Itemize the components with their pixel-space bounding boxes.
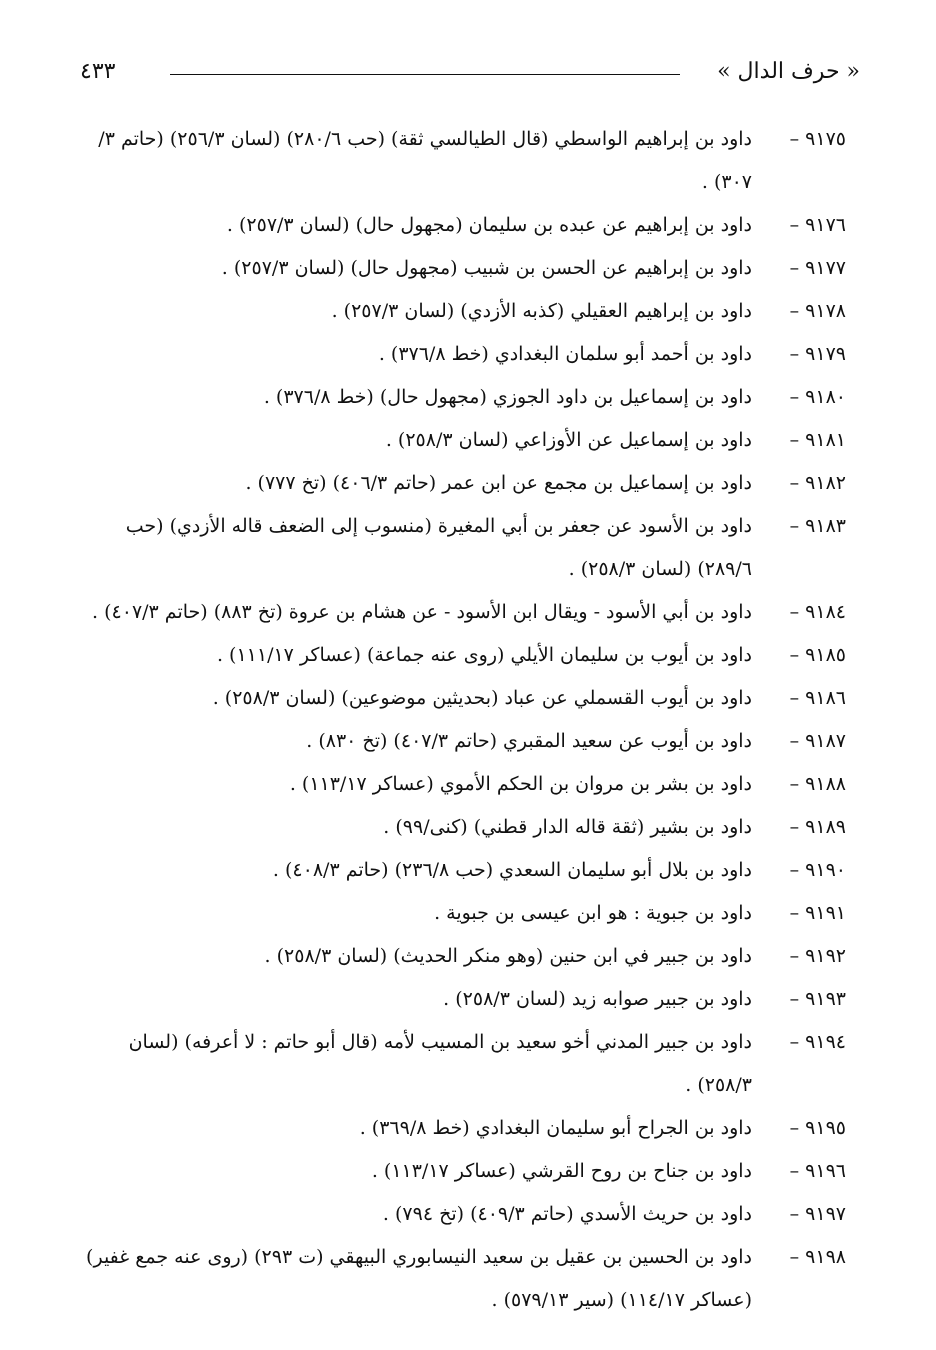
list-item [78,634,846,677]
list-item [78,763,846,806]
list-item [78,806,846,849]
entry-number: ٩١٨٥ – [789,644,846,666]
page-number: ٤٣٣ [80,59,116,84]
list-item [78,892,846,935]
entry-text: داود بن حريث الأسدي (حاتم ٤٠٩/٣) (تخ ٧٩٤) . [382,1203,752,1225]
running-title: « حرف الدال » [717,59,860,84]
entry-text: داود بن إسماعيل بن مجمع عن ابن عمر (حاتم ٤٠٦/٣) (تخ ٧٧٧) . [245,472,752,494]
entry-text: داود بن بلال أبو سليمان السعدي (حب ٢٣٦/٨) (حاتم ٤٠٨/٣) . [272,859,752,881]
list-item [78,419,846,462]
entry-number: ٩١٧٥ – [789,128,846,150]
entry-number: ٩١٨٦ – [789,687,846,709]
entry-text: داود بن بشر بن مروان بن الحكم الأموي (عساكر ١١٣/١٧) . [289,773,752,795]
entry-text: داود بن أيوب القسملي عن عباد (بحديثين موضوعين) (لسان ٢٥٨/٣) . [212,687,752,709]
entry-number: ٩١٧٧ – [789,257,846,279]
entry-text: داود بن جبير في ابن حنين (وهو منكر الحديث) (لسان ٢٥٨/٣) . [264,945,752,967]
entry-text: داود بن إبراهيم العقيلي (كذبه الأزدي) (لسان ٢٥٧/٣) . [331,300,752,322]
entry-number: ٩١٩٤ – [789,1031,846,1053]
list-item [78,1236,846,1322]
entry-number: ٩١٩١ – [789,902,846,924]
entry-text: داود بن جبوية : هو ابن عيسى بن جبوية . [434,902,752,924]
entry-number: ٩١٩٨ – [789,1246,846,1268]
entry-text: داود بن إسماعيل عن الأوزاعي (لسان ٢٥٨/٣) . [385,429,752,451]
entry-number: ٩١٩٥ – [789,1117,846,1139]
page-header [80,52,860,92]
entry-text: داود بن أيوب عن سعيد المقبري (حاتم ٤٠٧/٣) (تخ ٨٣٠) . [306,730,752,752]
list-item [78,290,846,333]
list-item [78,462,846,505]
entry-number: ٩١٨٠ – [789,386,846,408]
list-item [78,849,846,892]
list-item [78,204,846,247]
entry-text: داود بن جبير صوابه زيد (لسان ٢٥٨/٣) . [443,988,752,1010]
entry-number: ٩١٩٦ – [789,1160,846,1182]
list-item [78,118,846,204]
entry-text: داود بن جبير المدني أخو سعيد بن المسيب لأمه (قال أبو حاتم : لا أعرفه) (لسان ٢٥٨/٣) . [128,1031,752,1096]
list-item [78,935,846,978]
entries-list [78,118,846,1322]
entry-text: داود بن أيوب بن سليمان الأيلي (روى عنه جماعة) (عساكر ١١١/١٧) . [216,644,752,666]
list-item [78,333,846,376]
list-item [78,591,846,634]
entry-number: ٩١٨٣ – [789,515,846,537]
entry-number: ٩١٩٠ – [789,859,846,881]
entry-text: داود بن جناح بن روح القرشي (عساكر ١١٣/١٧) . [371,1160,752,1182]
list-item [78,677,846,720]
list-item [78,247,846,290]
entry-number: ٩١٨٧ – [789,730,846,752]
list-item [78,978,846,1021]
list-item [78,1021,846,1107]
entry-number: ٩١٨٩ – [789,816,846,838]
entry-number: ٩١٨٢ – [789,472,846,494]
entry-text: داود بن الأسود عن جعفر بن أبي المغيرة (منسوب إلى الضعف قاله الأزدي) (حب ٢٨٩/٦) (لسان ٢٥٨/٣) . [125,515,752,580]
list-item [78,1193,846,1236]
header-rule [170,74,680,75]
entry-number: ٩١٨٨ – [789,773,846,795]
list-item [78,1107,846,1150]
entry-text: داود بن إبراهيم عن عبده بن سليمان (مجهول حال) (لسان ٢٥٧/٣) . [226,214,752,236]
list-item [78,1150,846,1193]
entry-number: ٩١٨٤ – [789,601,846,623]
entry-text: داود بن الجراح أبو سليمان البغدادي (خط ٣٦٩/٨) . [359,1117,752,1139]
entry-number: ٩١٩٢ – [789,945,846,967]
list-item [78,720,846,763]
entry-number: ٩١٧٩ – [789,343,846,365]
entry-text: داود بن إسماعيل بن داود الجوزي (مجهول حال) (خط ٣٧٦/٨) . [263,386,752,408]
entry-number: ٩١٧٦ – [789,214,846,236]
entry-number: ٩١٧٨ – [789,300,846,322]
entry-number: ٩١٩٣ – [789,988,846,1010]
entry-text: داود بن بشير (ثقة قاله الدار قطني) (كنى/٩٩) . [383,816,752,838]
list-item [78,505,846,591]
entry-text: داود بن الحسين بن عقيل بن سعيد النيسابوري البيهقي (ت ٢٩٣) (روى عنه جمع غفير) (عساكر ١١٤/١٧) (سير ٥٧٩/١٣) . [86,1246,752,1311]
entry-text: داود بن إبراهيم الواسطي (قال الطيالسي ثقة) (حب ٢٨٠/٦) (لسان ٢٥٦/٣) (حاتم ٣/ ٣٠٧) . [98,128,752,193]
entry-text: داود بن أبي الأسود - ويقال ابن الأسود - عن هشام بن عروة (تخ ٨٨٣) (حاتم ٤٠٧/٣) . [92,601,752,623]
entry-text: داود بن أحمد أبو سلمان البغدادي (خط ٣٧٦/٨) . [378,343,752,365]
list-item [78,376,846,419]
entry-text: داود بن إبراهيم عن الحسن بن شبيب (مجهول حال) (لسان ٢٥٧/٣) . [221,257,752,279]
entry-number: ٩١٨١ – [789,429,846,451]
entry-number: ٩١٩٧ – [789,1203,846,1225]
